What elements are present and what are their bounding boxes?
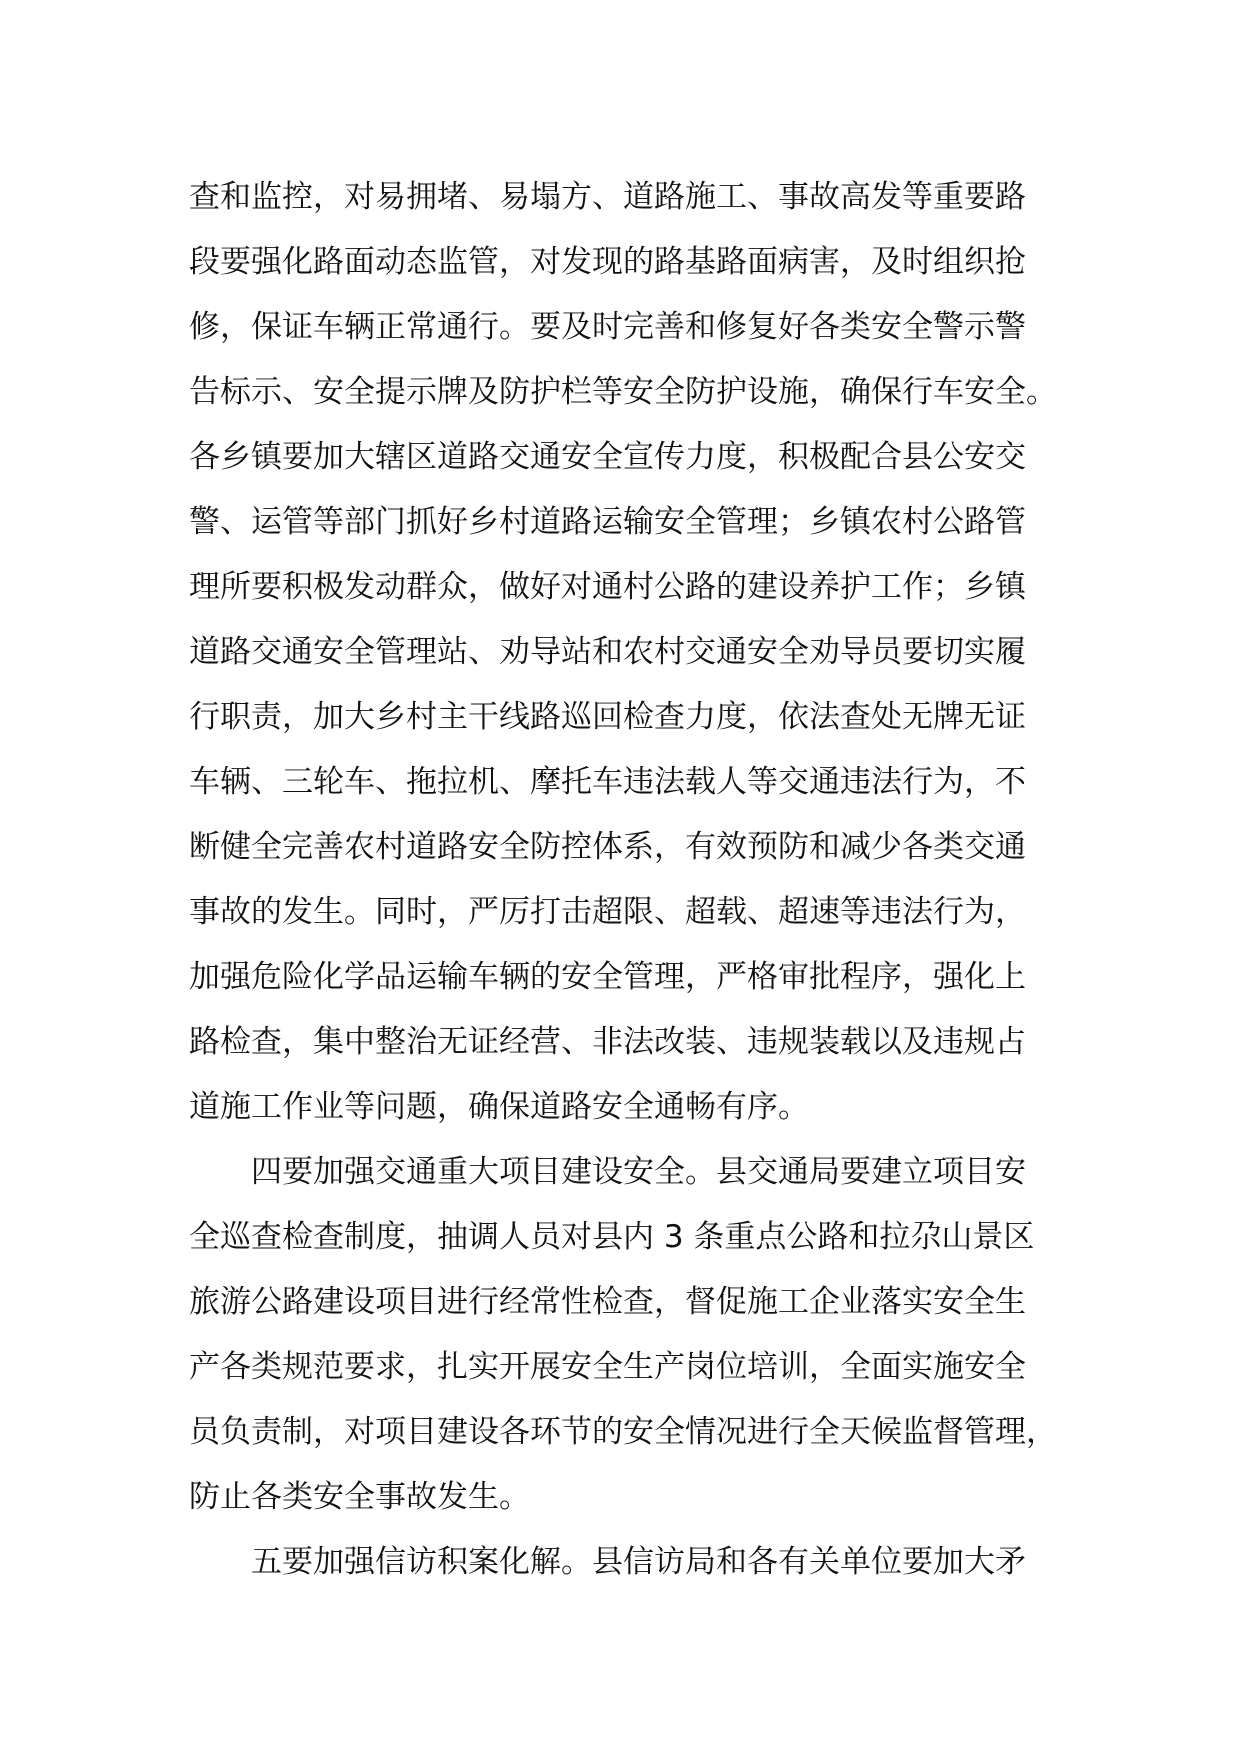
text-line: 告标示、安全提示牌及防护栏等安全防护设施，确保行车安全。 (189, 374, 1057, 410)
text-line: 加强危险化学品运输车辆的安全管理，严格审批程序，强化上 (189, 959, 1026, 995)
text-line: 断健全完善农村道路安全防控体系，有效预防和减少各类交通 (189, 829, 1026, 865)
text-line: 各乡镇要加大辖区道路交通安全宣传力度，积极配合县公安交 (189, 439, 1026, 475)
text-line: 段要强化路面动态监管，对发现的路基路面病害，及时组织抢 (189, 244, 1026, 280)
text-line: 警、运管等部门抓好乡村道路运输安全管理；乡镇农村公路管 (189, 504, 1026, 540)
text-line: 车辆、三轮车、拖拉机、摩托车违法载人等交通违法行为，不 (189, 764, 1026, 800)
text-line: 行职责，加大乡村主干线路巡回检查力度，依法查处无牌无证 (189, 699, 1026, 735)
text-line: 旅游公路建设项目进行经常性检查，督促施工企业落实安全生 (189, 1284, 1026, 1320)
text-line: 事故的发生。同时，严厉打击超限、超载、超速等违法行为， (189, 894, 1026, 930)
text-line: 路检查，集中整治无证经营、非法改装、违规装载以及违规占 (189, 1024, 1026, 1060)
text-line: 道路交通安全管理站、劝导站和农村交通安全劝导员要切实履 (189, 634, 1026, 670)
text-line: 道施工作业等问题，确保道路安全通畅有序。 (189, 1089, 809, 1125)
text-line: 修，保证车辆正常通行。要及时完善和修复好各类安全警示警 (189, 309, 1026, 345)
text-line: 全巡查检查制度，抽调人员对县内 3 条重点公路和拉尕山景区 (189, 1219, 1035, 1255)
text-line: 产各类规范要求，扎实开展安全生产岗位培训，全面实施安全 (189, 1349, 1026, 1385)
body-text (189, 165, 1089, 1595)
paragraph-first-line: 五要加强信访积案化解。县信访局和各有关单位要加大矛 (251, 1544, 1026, 1580)
text-line: 防止各类安全事故发生。 (189, 1479, 530, 1515)
text-line: 查和监控，对易拥堵、易塌方、道路施工、事故高发等重要路 (189, 179, 1026, 215)
paragraph-first-line: 四要加强交通重大项目建设安全。县交通局要建立项目安 (251, 1154, 1026, 1190)
text-line: 员负责制，对项目建设各环节的安全情况进行全天候监督管理， (189, 1414, 1057, 1450)
text-line: 理所要积极发动群众，做好对通村公路的建设养护工作；乡镇 (189, 569, 1026, 605)
